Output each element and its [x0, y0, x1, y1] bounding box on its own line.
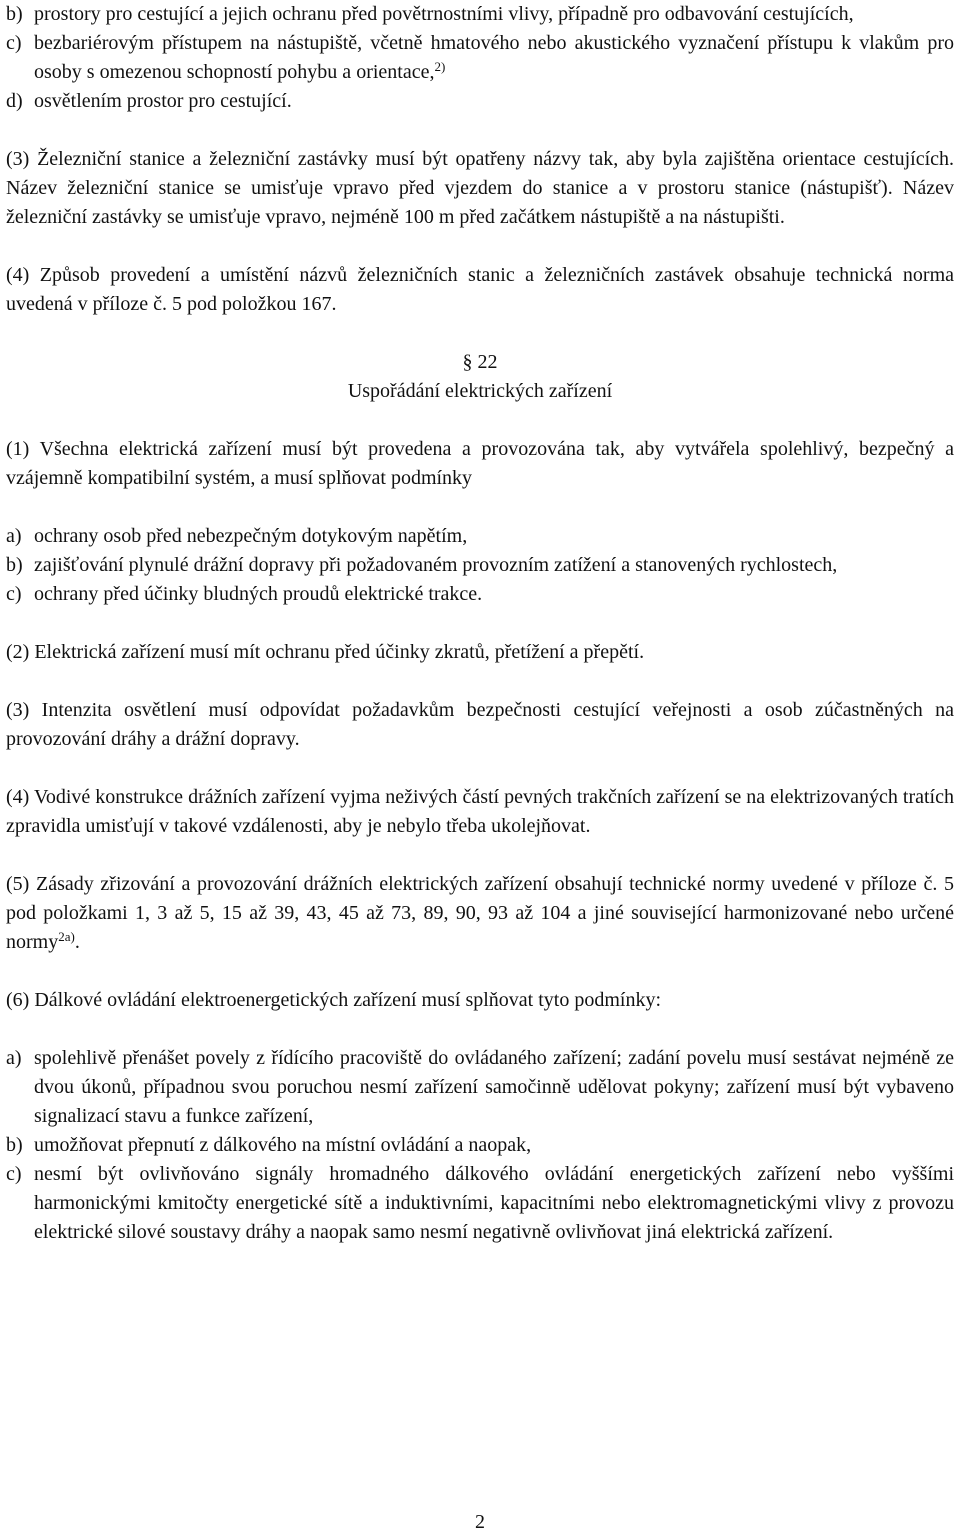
list-item [6, 87, 954, 116]
page-number: 2 [475, 1511, 485, 1533]
s22-paragraph-5 [6, 870, 954, 957]
list-item [6, 522, 954, 551]
list-text: nesmí být ovlivňováno signály hromadného dálkového ovládání energetických zařízení nebo vyššími harmonickými kmitočty energetické sítě a induktivními, kapacitními nebo elektromagnetickými vlivy z provozu elektrické silové soustavy dráhy a naopak samo nesmí negativně ovlivňovat jiná elektrická zařízení. [34, 1163, 954, 1243]
list-marker: c) [6, 583, 22, 605]
document-page [6, 0, 954, 1247]
list-marker: c) [6, 1163, 22, 1185]
list-marker: b) [6, 554, 23, 576]
list-item [6, 1160, 954, 1247]
list-text: ochrany před účinky bludných proudů elektrické trakce. [34, 583, 483, 605]
paragraph-4: (4) Způsob provedení a umístění názvů železničních stanic a železničních zastávek obsahuje technická norma uvedená v příloze č. 5 pod položkou 167. [6, 264, 954, 315]
paragraph-3: (3) Železniční stanice a železniční zastávky musí být opatřeny názvy tak, aby byla zajištěna orientace cestujících. Název železniční stanice se umisťuje vpravo před vjezdem do stanice a v prostoru stanice (nástupišť). Název železniční zastávky se umisťuje vpravo, nejméně 100 m před začátkem nástupiště a na nástupišti. [6, 148, 954, 228]
top-list [6, 0, 954, 116]
list-text [34, 29, 954, 87]
s22-p1-list [6, 522, 954, 609]
list-text: osvětlením prostor pro cestující. [34, 90, 292, 112]
s22-p6-list [6, 1044, 954, 1247]
list-marker: c) [6, 32, 22, 54]
list-text-body: bezbariérovým přístupem na nástupiště, včetně hmatového nebo akustického vyznačení přístupu k vlakům pro osoby s omezenou schopností pohybu a orientace, [34, 32, 954, 83]
list-text: spolehlivě přenášet povely z řídícího pracoviště do ovládaného zařízení; zadání povelu musí sestávat nejméně ze dvou úkonů, případnou svou poruchou nesmí zařízení samočinně udělovat pokyny; zařízení musí být vybaveno signalizací stavu a funkce zařízení, [34, 1047, 954, 1127]
list-item [6, 0, 954, 29]
list-marker: a) [6, 525, 22, 547]
list-text: prostory pro cestující a jejich ochranu před povětrnostními vlivy, případně pro odbavování cestujících, [34, 3, 854, 25]
list-marker: a) [6, 1047, 22, 1069]
s22-paragraph-3: (3) Intenzita osvětlení musí odpovídat požadavkům bezpečnosti cestující veřejnosti a osob zúčastněných na provozování dráhy a drážní dopravy. [6, 699, 954, 750]
list-item [6, 29, 954, 87]
s22-p5-text: (5) Zásady zřizování a provozování drážních elektrických zařízení obsahují technické normy uvedené v příloze č. 5 pod položkami 1, 3 až 5, 15 až 39, 43, 45 až 73, 89, 90, 93 až 104 a jiné související harmonizované nebo určené normy [6, 873, 954, 953]
section-title: Uspořádání elektrických zařízení [347, 380, 613, 402]
list-text: zajišťování plynulé drážní dopravy při požadovaném provozním zatížení a stanovených rychlostech, [34, 554, 838, 576]
list-item [6, 580, 954, 609]
list-text: ochrany osob před nebezpečným dotykovým napětím, [34, 525, 468, 547]
footnote-ref: 2a) [58, 929, 75, 944]
s22-paragraph-4: (4) Vodivé konstrukce drážních zařízení vyjma neživých částí pevných trakčních zařízení se na elektrizovaných tratích zpravidla umisťují v takové vzdálenosti, aby je nebylo třeba ukolejňovat. [6, 786, 954, 837]
list-item [6, 551, 954, 580]
s22-paragraph-2: (2) Elektrická zařízení musí mít ochranu před účinky zkratů, přetížení a přepětí. [6, 641, 645, 663]
footnote-ref: 2) [434, 59, 446, 74]
list-marker: b) [6, 1134, 23, 1156]
s22-p5-end: . [74, 931, 80, 953]
list-marker: d) [6, 90, 23, 112]
section-number: § 22 [462, 351, 498, 373]
list-item [6, 1044, 954, 1131]
list-item [6, 1131, 954, 1160]
s22-paragraph-6: (6) Dálkové ovládání elektroenergetických zařízení musí splňovat tyto podmínky: [6, 989, 661, 1011]
s22-paragraph-1: (1) Všechna elektrická zařízení musí být provedena a provozována tak, aby vytvářela spolehlivý, bezpečný a vzájemně kompatibilní systém, a musí splňovat podmínky [6, 438, 954, 489]
list-text: umožňovat přepnutí z dálkového na místní ovládání a naopak, [34, 1134, 532, 1156]
list-marker: b) [6, 3, 23, 25]
